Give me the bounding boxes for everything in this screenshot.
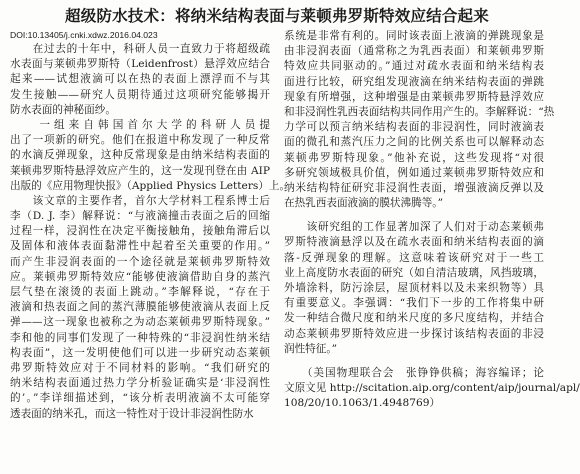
- text-line: 构表面”，这一发明使他们可以进一步研究动态莱顿: [10, 346, 270, 359]
- text-line: 层气垫在滚烫的表面上跳动。”李解释说，“存在于: [10, 286, 270, 298]
- paragraph: [284, 29, 555, 211]
- text-line: 由非浸润表面（通常称之为乳西表面）和莱顿弗罗斯: [284, 45, 544, 58]
- text-line: 出了一项新的研究。他们在报道中称发现了一种反常: [10, 134, 270, 147]
- text-line: 纳米结构特征研究非浸润性表面，增强液滴反弹以及: [284, 181, 544, 194]
- article-title: 超级防水技术：将纳米结构表面与莱顿弗罗斯特效应结合起来: [65, 7, 489, 25]
- text-line: 108/20/10.1063/1.4948769）: [284, 397, 441, 410]
- text-line: 在热乳西表面液滴的膜状沸腾等。”: [284, 197, 444, 210]
- text-line: 罗斯特液滴悬浮以及在疏水表面和纳米结构表面的滴: [284, 236, 544, 249]
- text-line: 莱顿弗罗斯特悬浮效应产生的，这一发现刊登在由 AIP: [10, 164, 270, 177]
- text-line: 文原文见 http://scitation.aip.org/content/aip/journal/apl/: [284, 382, 580, 395]
- text-line: 动态莱顿弗罗斯特效应进一步探讨该结构表面的非浸: [284, 327, 544, 340]
- text-line: 多研究领域极具价值，例如通过莱顿弗罗斯特效应和: [284, 166, 544, 179]
- text-line: 面的微孔和蒸汽压力之间的比例关系也可以解释动态: [284, 136, 544, 149]
- text-line: 李（D. J. 李）解释说：“与液滴撞击表面之后的回缩: [10, 210, 270, 223]
- text-line: 业上高度防水表面的研究（如自清洁玻璃，风挡玻璃，: [284, 266, 544, 279]
- text-line: 应。莱顿弗罗斯特效应“能够使液滴借助自身的蒸汽: [10, 270, 270, 283]
- paragraph: [10, 194, 270, 422]
- article-body: [10, 29, 580, 422]
- text-line: 和非浸润性乳西表面结构共同作用产生的。李解释说：“热: [284, 105, 555, 118]
- left-column: [10, 29, 291, 422]
- paragraph-gap: [284, 211, 544, 220]
- text-line: 落-反弹现象的理解。这意味着该研究对于一些工: [284, 251, 544, 264]
- text-line: 及固体和液体表面黏滞性中起着至关重要的作用。”: [10, 240, 270, 253]
- text-line: 在过去的十年中，科研人员一直致力于将超级疏: [10, 43, 270, 55]
- text-line: 现象有所增强，这种增强是由莱顿弗罗斯特悬浮效应: [284, 90, 544, 103]
- text-line: 润性特征。”: [284, 342, 338, 355]
- text-line: 液滴和热表面之间的蒸汽薄膜能够使液滴从表面上反: [10, 301, 270, 314]
- text-line: 该研究组的工作显著加深了人们对于动态莱顿弗: [284, 221, 544, 234]
- paragraph: [284, 220, 544, 357]
- text-line: 防水表面的神秘面纱。: [10, 103, 116, 116]
- text-line: 纳米结构表面通过热力学分析验证确实是‘非浸润性: [10, 377, 270, 390]
- text-line: 发一种结合微尺度和纳米尺度的多尺度结构，并结合: [284, 312, 544, 325]
- text-line: 弗罗斯特效应对于不同材料的影响。“我们研究的: [10, 361, 270, 374]
- text-line: 一组来自韩国首尔大学的科研人员提: [10, 118, 270, 131]
- text-line: 面进行比较，研究组发现液滴在纳米结构表面的弹跳: [284, 75, 544, 88]
- text-line: 外墙涂料，防污涂层，屋顶材料以及未来织物等）具: [284, 282, 544, 294]
- text-line: 透表面的纳米孔，而这一特性对于设计非浸润性防水: [10, 407, 254, 420]
- text-line: 弹——这一现象也被称之为动态莱顿弗罗斯特现象。”: [10, 316, 270, 329]
- text-line: 系统是非常有利的。同时该表面上液滴的弹跳现象是: [284, 30, 544, 42]
- text-line: 莱顿弗罗斯特现象。”他补充说，这些发现将“对很: [284, 151, 544, 164]
- text-line: 特效应共同驱动的。”通过对疏水表面和纳米结构表: [284, 60, 544, 73]
- paragraph: [10, 42, 270, 118]
- doi-label: DOI:10.13405/j.cnki.xdwz.2016.04.023: [10, 30, 158, 40]
- text-line: 有重要意义。李强调：“我们下一步的工作将集中研: [284, 297, 544, 310]
- text-line: 而产生非浸润表面的一个途径就是莱顿弗罗斯特效: [10, 255, 270, 268]
- right-column: [284, 29, 580, 422]
- paragraph-gap: [284, 357, 544, 366]
- paragraph: [284, 366, 580, 412]
- paragraph: [10, 118, 291, 194]
- text-line: 发生接触——研究人员期待通过这项研究能够揭开: [10, 88, 270, 101]
- text-line: 的水滴反弹现象，这种反常现象是由纳米结构表面的: [10, 149, 270, 162]
- text-line: 过程一样，浸润性在决定平衡接触角，接触角滞后以: [10, 225, 270, 238]
- text-line: 李和他的同事们发现了一种特殊的“非浸润性纳米结: [10, 331, 270, 344]
- text-line: 起来——试想液滴可以在热的表面上漂浮而不与其: [10, 73, 270, 86]
- text-line: （美国物理联合会 张铮铮供稿；海容编译；论: [284, 366, 544, 379]
- text-line: 力学可以预言纳米结构表面的非浸润性，同时液滴表: [284, 121, 544, 134]
- text-line: 的’。”李详细描述到，“该分析表明液滴不太可能穿: [10, 392, 270, 405]
- text-line: 该文章的主要作者，首尔大学材料工程系博士后: [10, 194, 270, 207]
- text-line: 水表面与莱顿弗罗斯特（Leidenfrost）悬浮效应结合: [10, 58, 270, 71]
- text-line: 出版的《应用物理快报》（Applied Physics Letters）上。: [10, 179, 291, 192]
